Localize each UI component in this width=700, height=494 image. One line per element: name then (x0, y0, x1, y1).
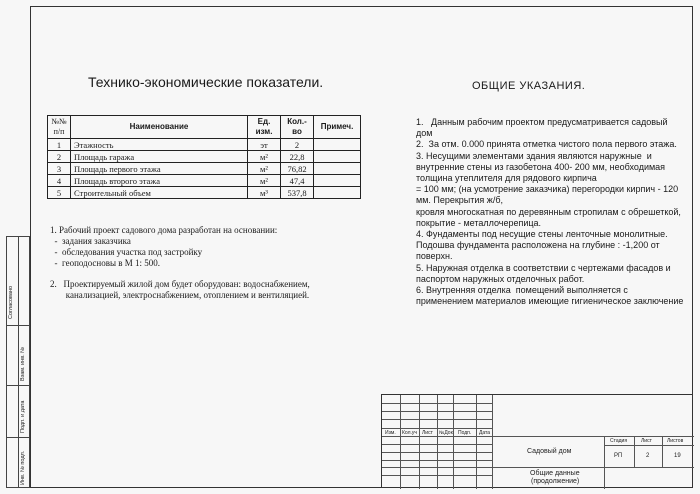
general-note-line: Подошва фундамента расположена на глубине : -1,200 от (416, 240, 660, 251)
general-note-line: 4. Фундаменты под несущие стены ленточные монолитные. (416, 229, 668, 240)
col-header-notes: Примеч. (314, 116, 361, 139)
stamp-inv-orig-label: Инв. № подл. (20, 450, 26, 485)
tb-line (604, 436, 605, 489)
title-block (381, 394, 693, 488)
general-note-line: 5. Наружная отделка в соответствии с чертежами фасадов и (416, 262, 671, 273)
tb-sheets-label: Листов (667, 438, 684, 444)
general-note-line: мм. Перекрытия ж/б, (416, 195, 503, 206)
col-header-qty: Кол.- во (281, 116, 314, 139)
stamp-approved-label: Согласовано (8, 285, 14, 319)
left-notes (50, 225, 310, 301)
cell-unit: эт (248, 139, 281, 151)
stamp-replace-inv-label: Взам. инв. № (20, 346, 26, 381)
left-note-line: - задания заказчика (50, 236, 131, 246)
general-note-line: 2. За отм. 0.000 принята отметка чистого пола первого этажа. (416, 139, 677, 150)
table-row (48, 151, 361, 163)
tb-col-sheet: Лист (422, 430, 433, 436)
tb-line (604, 445, 694, 446)
general-note-line: = 100 мм; (на усмотрение заказчика) перегородки кирпич - 120 (416, 184, 679, 195)
cell-number: 4 (48, 175, 71, 187)
tb-stage-label: Стадия (610, 438, 628, 444)
col-header-unit: Ед. изм. (248, 116, 281, 139)
tb-project-name: Садовый дом (527, 448, 572, 455)
general-notes (416, 117, 691, 307)
cell-number: 3 (48, 163, 71, 175)
tb-line (437, 395, 438, 489)
cell-qty: 47,4 (281, 175, 314, 187)
tb-col-qty: Кол.уч (402, 430, 417, 436)
cell-number: 2 (48, 151, 71, 163)
cell-qty: 537,8 (281, 187, 314, 199)
cell-name: Площадь второго этажа (71, 175, 248, 187)
cell-name: Строительный объем (71, 187, 248, 199)
table-row (48, 163, 361, 175)
tb-line (453, 395, 454, 489)
general-note-line: 3. Несущими элементами здания являются наружные и (416, 150, 652, 161)
tb-line (492, 395, 493, 489)
cell-name: Площадь первого этажа (71, 163, 248, 175)
general-note-line: дом (416, 128, 433, 139)
general-note-line: паспортом наружных отделочных работ. (416, 273, 585, 284)
cell-unit: м² (248, 163, 281, 175)
tb-stage-value: РП (614, 453, 623, 459)
general-note-line: внутренние стены из газобетона 400- 200 мм, необходимая (416, 161, 666, 172)
tb-sheet-label: Лист (641, 438, 652, 444)
left-note-line: - обследования участка под застройку (50, 247, 203, 257)
general-note-line: 1. Данным рабочим проектом предусматривается садовый (416, 117, 668, 127)
table-header-row (48, 116, 361, 139)
general-note-line: поверхн. (416, 251, 453, 262)
cell-number: 1 (48, 139, 71, 151)
left-note-line: 2. Проектируемый жилой дом будет оборудован: водоснабжением, (50, 279, 310, 289)
tb-line (662, 436, 663, 467)
left-note-line: 1. Рабочий проект садового дома разработан на основании: (50, 225, 278, 235)
cell-notes (314, 151, 361, 163)
tb-sheets-value: 19 (674, 453, 681, 459)
cell-unit: м³ (248, 187, 281, 199)
cell-name: Площадь гаража (71, 151, 248, 163)
tb-sheet-title-1: Общие данные (530, 470, 580, 477)
tb-line (476, 395, 477, 489)
col-header-number: №№ п/п (48, 116, 71, 139)
left-note-line: - геоподосновы в М 1: 500. (50, 258, 161, 268)
margin-stamp (6, 236, 30, 488)
tb-line (382, 467, 694, 468)
left-note-line: канализацией, электроснабжением, отоплением и вентиляцией. (50, 290, 310, 300)
cell-notes (314, 163, 361, 175)
tb-sheet-title-2: (продолжение) (531, 478, 580, 485)
cell-qty: 22,8 (281, 151, 314, 163)
general-note-line: покрытие - металлочерепица. (416, 217, 542, 228)
tb-col-sign: Подп. (458, 430, 472, 436)
general-note-line: кровля многоскатная по деревянным стропилам с обрешеткой, (416, 206, 681, 217)
cell-qty: 76,82 (281, 163, 314, 175)
cell-unit: м² (248, 151, 281, 163)
cell-name: Этажность (71, 139, 248, 151)
tb-col-change: Изм. (385, 430, 396, 436)
cell-notes (314, 175, 361, 187)
tb-line (400, 395, 401, 489)
table-row (48, 187, 361, 199)
col-header-name: Наименование (71, 116, 248, 139)
tb-line (634, 436, 635, 467)
general-note-line: толщина утеплителя для рядового кирпича (416, 173, 597, 184)
tep-title: Технико-экономические показатели. (88, 74, 324, 90)
table-row (48, 139, 361, 151)
margin-stamp-row (7, 325, 29, 326)
cell-qty: 2 (281, 139, 314, 151)
cell-number: 5 (48, 187, 71, 199)
cell-unit: м² (248, 175, 281, 187)
general-note-line: применением материалов имеющие гигиеническое заключение (416, 296, 684, 307)
margin-stamp-divider (18, 237, 19, 487)
general-note-line: 6. Внутренняя отделка помещений выполняется с (416, 285, 628, 296)
tb-col-doc: №Док (439, 430, 453, 436)
tb-line (419, 395, 420, 489)
tb-sheet-value: 2 (646, 453, 650, 459)
cell-notes (314, 187, 361, 199)
margin-stamp-row (7, 385, 29, 386)
tb-col-date: Дата (479, 430, 491, 436)
tb-line (382, 436, 694, 437)
table-row (48, 175, 361, 187)
stamp-sign-date-label: Подп. и дата (20, 400, 26, 433)
cell-notes (314, 139, 361, 151)
tep-table (47, 115, 361, 199)
margin-stamp-row (7, 437, 29, 438)
general-notes-title: ОБЩИЕ УКАЗАНИЯ. (472, 80, 586, 92)
